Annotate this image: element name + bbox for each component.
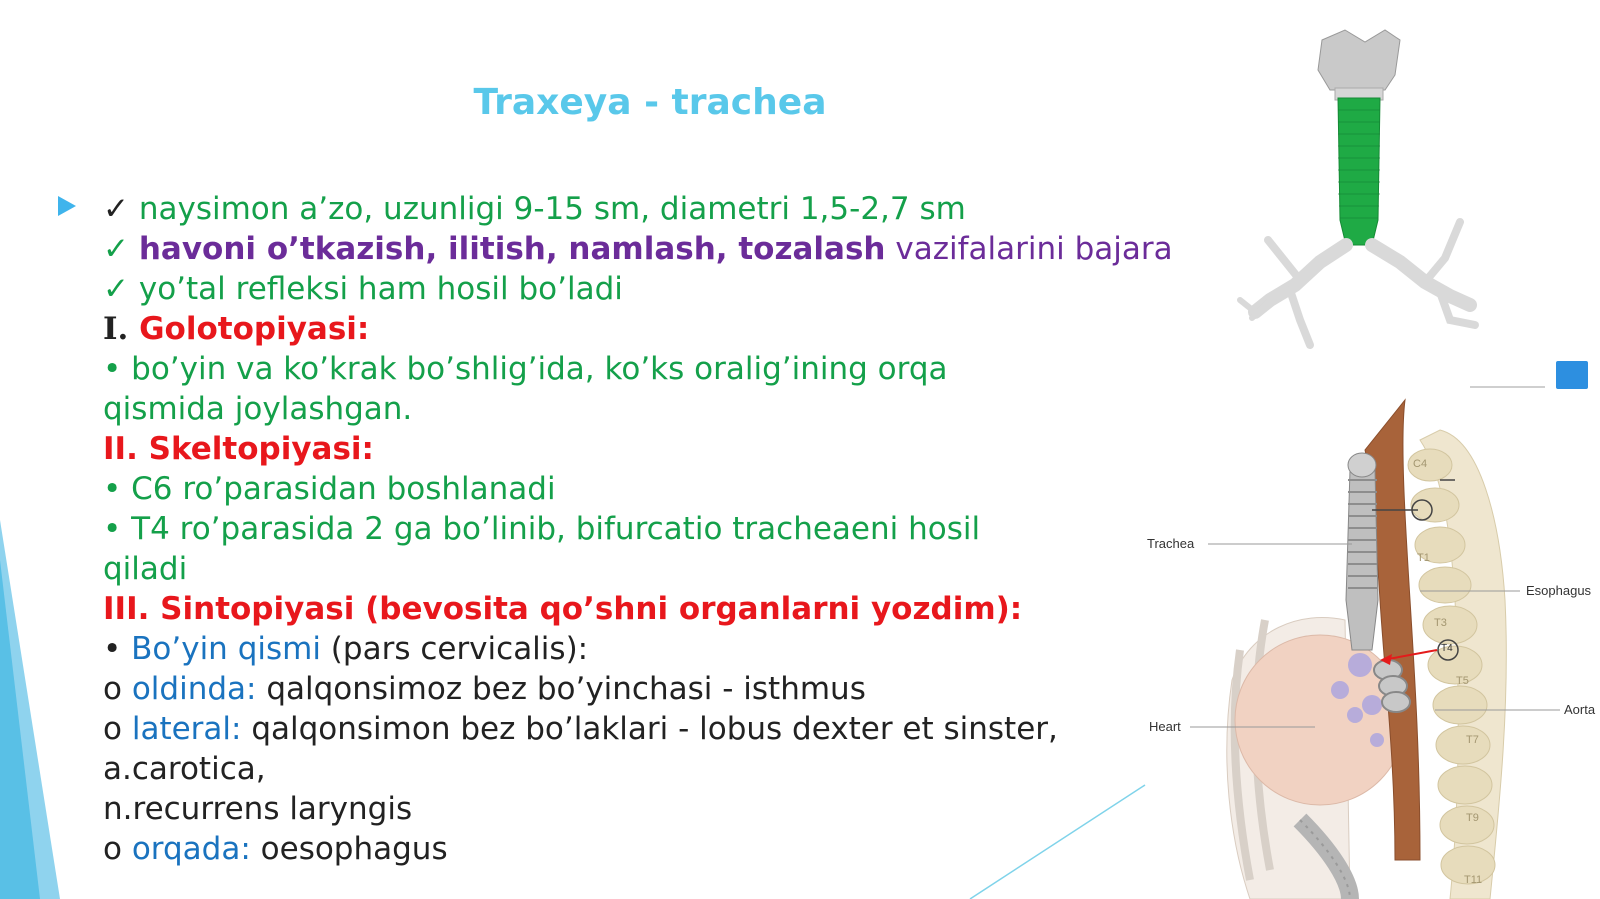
body-line [103, 629, 1133, 669]
body-line [103, 589, 1133, 629]
text-run: ✓ [103, 231, 139, 267]
body-line [103, 669, 1133, 709]
text-run: ✓ [103, 271, 139, 307]
text-run: n.recurrens laryngis [103, 791, 413, 827]
heart-label: Heart [1149, 719, 1181, 734]
slide-title: Traxeya - trachea [473, 82, 827, 123]
esophagus-label: Esophagus [1526, 583, 1592, 598]
text-run: Bo’yin qismi [131, 631, 321, 667]
text-run: o [103, 831, 132, 867]
text-run: lateral: [131, 711, 242, 747]
text-run: I. [103, 311, 140, 347]
body-line [103, 389, 1133, 429]
t9-label: T9 [1466, 812, 1479, 824]
body-line [103, 269, 1133, 309]
trachea-label: Trachea [1147, 536, 1195, 551]
body-line [103, 429, 1133, 469]
text-run: o [103, 671, 132, 707]
body-line [103, 789, 1133, 829]
text-run: qiladi [103, 551, 188, 587]
text-run: (pars cervicalis): [320, 631, 589, 667]
trachea-bronchi-image [1240, 30, 1475, 345]
text-run: orqada: [131, 831, 251, 867]
figure-badge [1556, 361, 1588, 389]
text-run: Golotopiyasi: [139, 311, 370, 347]
t4-label: T4 [1441, 643, 1453, 654]
text-run: • [103, 631, 132, 667]
body-line [103, 749, 1133, 789]
text-run: qismida joylashgan. [103, 391, 413, 427]
text-run: yo’tal refleksi ham hosil bo’ladi [138, 271, 623, 307]
text-run: oldinda: [131, 671, 257, 707]
body-line [103, 229, 1173, 269]
t5-label: T5 [1456, 675, 1469, 687]
text-run: qalqonsimoz bez bo’yinchasi - isthmus [256, 671, 866, 707]
body-line [103, 309, 1133, 349]
sagittal-section-image [1190, 400, 1560, 899]
t11-label: T11 [1464, 874, 1483, 886]
t1-label: T1 [1417, 552, 1430, 564]
body-line [103, 469, 1133, 509]
c4-label: C4 [1413, 458, 1428, 470]
trachea-illustrations [1130, 0, 1600, 899]
text-run: • T4 ro’parasida 2 ga bo’linib, bifurcatio tracheaeni hosil [103, 511, 981, 547]
text-run: • C6 ro’parasidan boshlanadi [103, 471, 556, 507]
body-line [103, 189, 1133, 229]
text-run: • bo’yin va ko’krak bo’shlig’ida, ko’ks oralig’ining orqa [103, 351, 948, 387]
text-run: oesophagus [250, 831, 448, 867]
text-run: qalqonsimon bez bo’laklari - lobus dexter et sinster, [241, 711, 1058, 747]
text-run: a.carotica, [103, 751, 266, 787]
text-run: ✓ [103, 191, 139, 227]
body-line [103, 829, 1133, 869]
bullet-arrow-icon [58, 196, 76, 216]
t7-label: T7 [1466, 734, 1479, 746]
text-run: o [103, 711, 132, 747]
text-run: III. Sintopiyasi (bevosita qo’shni organlarni yozdim): [103, 591, 1023, 627]
text-run: naysimon a’zo, uzunligi 9-15 sm, diametri 1,5-2,7 sm [138, 191, 966, 227]
aorta-label: Aorta [1564, 702, 1596, 717]
t3-label: T3 [1434, 617, 1447, 629]
text-run: vazifalarini bajara [885, 231, 1173, 267]
text-run: II. Skeltopiyasi: [103, 431, 374, 467]
text-run: havoni o’tkazish, ilitish, namlash, tozalash [138, 231, 886, 267]
body-line [103, 349, 1133, 389]
body-line [103, 509, 1133, 549]
body-line [103, 709, 1133, 749]
body-line [103, 549, 1133, 589]
